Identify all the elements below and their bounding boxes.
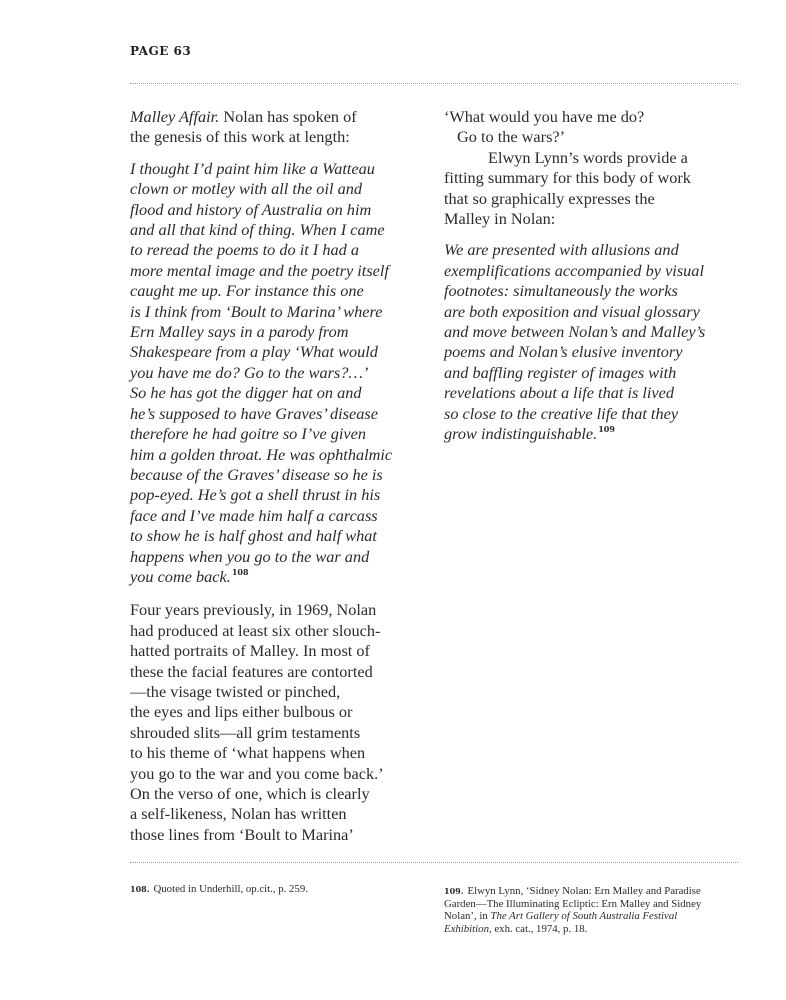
footnote-108 [130,883,430,896]
footnote-number: 108. [130,884,150,894]
quote-line: Shakespeare from a play ‘What would [130,342,378,362]
body-line: those lines from ‘Boult to Marina’ [130,824,354,844]
page-number: PAGE 63 [130,44,192,58]
body-line: the genesis of this work at length: [130,127,350,147]
quote-line: are both exposition and visual glossary [444,301,700,321]
quote-line: you have me do? Go to the wars?…’ [130,362,369,382]
body-line: you go to the war and you come back.’ [130,763,384,783]
footnote-divider [130,862,738,863]
footnote-line [444,923,744,936]
verse-line: Go to the wars?’ [457,127,566,147]
body-line: a self-likeness, Nolan has written [130,804,347,824]
quote-line: Ern Malley says in a parody from [130,322,349,342]
quote-line: more mental image and the poetry itself [130,260,389,280]
body-line: shrouded slits—all grim testaments [130,722,361,742]
nolan-quote [130,159,430,590]
italic-title: Malley Affair. [130,107,220,126]
footnote-number: 109. [444,886,464,896]
body-line: had produced at least six other slouch- [130,620,381,640]
quote-line: and baffling register of images with [444,362,677,382]
footnote-italic-title: Exhibition, [444,922,492,935]
quote-line: and all that kind of thing. When I came [130,220,385,240]
quote-line: he’s supposed to have Graves’ disease [130,403,378,423]
body-line: fitting summary for this body of work [444,168,691,188]
quote-line: face and I’ve made him half a carcass [130,505,378,525]
quote-line: him a golden throat. He was ophthalmic [130,444,393,464]
quote-line: is I think from ‘Boult to Marina’ where [130,301,383,321]
body-text: Nolan has spoken of [219,107,357,126]
quote-line: caught me up. For instance this one [130,281,364,301]
quote-line: I thought I’d paint him like a Watteau [130,158,375,178]
footnote-ref-108[interactable]: 108 [231,566,249,577]
quote-line: happens when you go to the war and [130,546,370,566]
quote-line [130,567,430,589]
quote-line: We are presented with allusions and [444,240,679,260]
quote-line: poems and Nolan’s elusive inventory [444,342,683,362]
quote-line [444,424,744,446]
lynn-quote [444,240,744,446]
body-line: Elwyn Lynn’s words provide a [488,147,688,167]
quote-line-text: grow indistinguishable. [444,424,598,444]
body-line: that so graphically expresses the [444,188,655,208]
body-paragraph [130,600,430,845]
body-line: these the facial features are contorted [130,661,373,681]
quote-line: and move between Nolan’s and Malley’s [444,322,706,342]
verse-line: ‘What would you have me do? [444,107,645,126]
quote-line: therefore he had goitre so I’ve given [130,424,366,444]
body-line: Malley in Nolan: [444,209,556,229]
body-line: —the visage twisted or pinched, [130,681,341,701]
right-column [444,107,744,447]
quote-line: flood and history of Australia on him [130,199,372,219]
body-line: Four years previously, in 1969, Nolan [130,600,377,620]
quote-line: revelations about a life that is lived [444,383,675,403]
footnote-ref-109[interactable]: 109 [598,424,615,435]
quote-line: footnotes: simultaneously the works [444,281,678,301]
footnote-text: Quoted in Underhill, op.cit., p. 259. [153,883,308,895]
body-line: to his theme of ‘what happens when [130,743,366,763]
quote-line: because of the Graves’ disease so he is [130,464,383,484]
quote-line: So he has got the digger hat on and [130,383,362,403]
footnote-line [444,910,744,923]
footnote-italic-title: The Art Gallery of South Australia Festival [490,910,678,923]
quote-line: to reread the poems to do it I had a [130,240,359,260]
body-line [130,107,430,127]
quote-line: so close to the creative life that they [444,403,679,423]
footnote-line: Garden—The Illuminating Ecliptic: Ern Malley and Sidney [444,897,702,910]
footnote-text: Elwyn Lynn, ‘Sidney Nolan: Ern Malley and Paradise [467,885,701,897]
quote-line: exemplifications accompanied by visual [444,260,704,280]
quote-line: to show he is half ghost and half what [130,526,377,546]
quote-line: clown or motley with all the oil and [130,179,362,199]
top-divider [130,83,738,84]
body-line: the eyes and lips either bulbous or [130,702,353,722]
body-line: On the verso of one, which is clearly [130,784,370,803]
body-line: hatted portraits of Malley. In most of [130,641,370,661]
footnote-line [444,885,744,898]
footnote-text: Nolan’, in [444,910,491,923]
footnote-109 [444,885,744,935]
left-column [130,107,430,845]
quote-line-text: you come back. [130,566,231,586]
footnote-text: exh. cat., 1974, p. 18. [491,922,588,935]
quote-line: pop-eyed. He’s got a shell thrust in his [130,485,381,505]
